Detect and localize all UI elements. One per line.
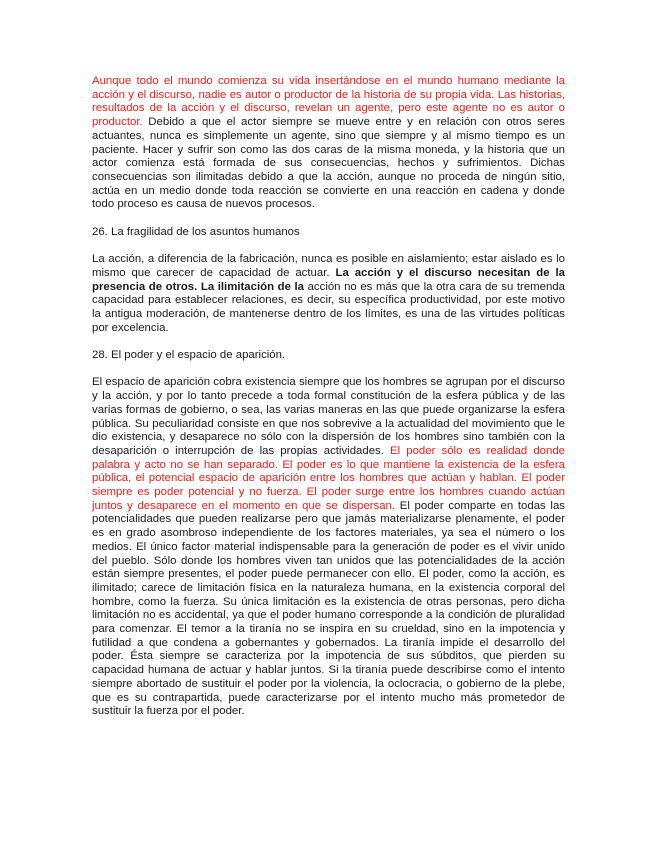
body-text: acción no es más que la otra cara de su tremenda capacidad para establecer relaciones, es decir, su específica productividad, por este motivo la antigua moderación, de mantenerse dentro de los límites, es una de las virtudes políticas por excelencia. [92, 280, 565, 334]
body-text: El poder comparte en todas las potencialidades que pueden realizarse pero que jamás materializarse plenamente, el poder es en grado asombroso independiente de los factores materiales, ya sea el número o los medios. [92, 499, 565, 553]
body-text: El espacio de aparición cobra existencia siempre que los hombres se agrupan por el discurso y la acción, y por lo tanto precede a toda formal constitución de la esfera pública y de las varias formas de gobierno, o sea, las varias maneras en las que puede organizarse la esfera pública. Su peculiaridad consiste en que nos sobrevive a la actualidad del movimiento que le dio existencia, y desaparece no sólo con la dispersión de los hombres sino también con la desaparición o interrupción de las propias actividades. [92, 376, 565, 457]
spacer [92, 363, 565, 377]
body-text: El único factor material indispensable para la generación de poder es el vivir unido del pueblo. Sólo donde los hombres viven tan unidos que las potencialidades de la acción están siempre presentes, el poder puede permanecer con ello. [92, 540, 565, 581]
bold-text: La acción y el discurso necesitan de la presencia de otros. [92, 266, 565, 293]
body-text: El poder, como la acción, es ilimitado; carece de limitación física en la naturaleza humana, en la existencia corporal del hombre, como la fuerza. Su única limitación es la existencia de otras personas, pero dicha limitación no es accidental, ya que el poder humano corresponde a la condición de pluralidad para comenzar. [92, 568, 565, 636]
document-page [92, 75, 565, 719]
spacer [92, 239, 565, 253]
body-text: Si la tiranía puede describirse como el intento siempre abortado de sustituir el poder por la violencia, la oclocracia, o gobierno de la plebe, que es su contrapartida, puede caracterizarse por el intento mucho más prometedor de sustituir la fuerza por el poder. [92, 664, 565, 718]
paragraph-space [92, 376, 565, 719]
paragraph-action [92, 253, 565, 335]
section-heading-26: 26. La fragilidad de los asuntos humanos [92, 225, 300, 238]
spacer [92, 335, 565, 349]
section-heading-28: 28. El poder y el espacio de aparición. [92, 349, 286, 362]
spacer [92, 212, 565, 226]
highlighted-text: Aunque todo el mundo comienza su vida insertándose en el mundo humano mediante la acción y el discurso, nadie es autor o productor de la historia de su propia vida. Las historias, resultados de la acción y el discurso, revelan un agente, pero este agente no es autor o productor. [92, 75, 565, 129]
paragraph-agent [92, 75, 565, 212]
body-text: Debido a que el actor siempre se mueve entre y en relación con otros seres actuantes, nunca es simplemente un agente, sino que siempre y al mismo tiempo es un paciente. Hacer y sufrir son como las dos caras de la misma moneda, y la historia que un actor comienza está formada de sus consecuencias, hechos y sufrimientos. Dichas consecuencias son ilimitadas debido a que la acción, aunque no proceda de ningún sitio, actúa en un medio donde toda reacción se convierte en una reacción en cadena y donde todo proceso es causa de nuevos procesos. [92, 116, 566, 211]
body-text: El temor a la tiranía no se inspira en su crueldad, sino en la impotencia y futilidad a que condena a gobernantes y gobernados. La tiranía impide el desarrollo del poder. Ésta siempre se caracteriza por la impotencia de sus súbditos, que pierden su capacidad humana de actuar y hablar juntos. [92, 623, 565, 677]
highlighted-text: El poder sólo es realidad donde palabra y acto no se han separado. El poder es lo que mantiene la existencia de la esfera pública, el potencial espacio de aparición entre los hombres que actúan y hablan. El poder siempre es poder potencial y no fuerza. El poder surge entre los hombres cuando actúan juntos y desaparece en el momento en que se dispersan. [92, 444, 565, 512]
body-text: La acción, a diferencia de la fabricación, nunca es posible en aislamiento; estar aislado es lo mismo que carecer de capacidad de actuar. [92, 253, 565, 279]
bold-text: La ilimitación de la [200, 280, 305, 293]
